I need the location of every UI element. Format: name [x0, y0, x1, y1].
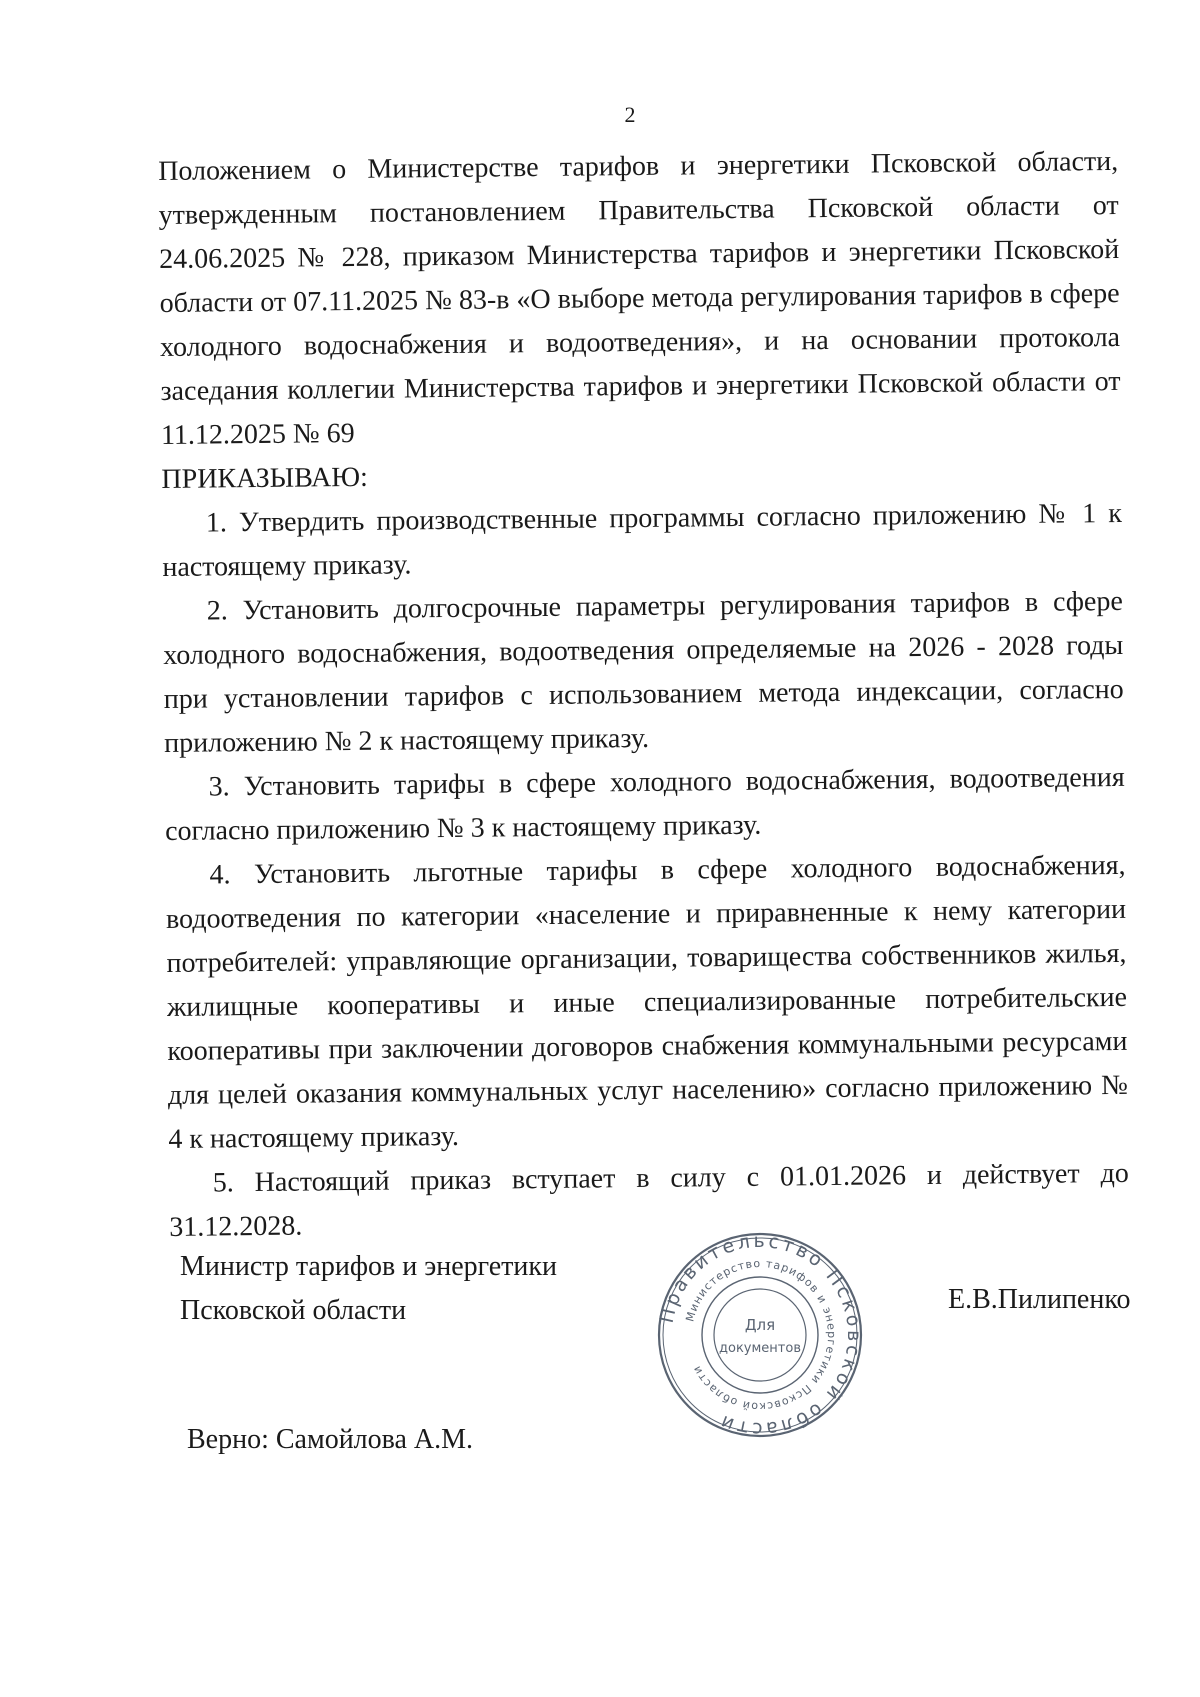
signatory-name: Е.В.Пилипенко: [948, 1284, 1131, 1315]
page-number: 2: [624, 102, 636, 127]
order-item-1: 1. Утвердить производственные программы согласно приложению № 1 к настоящему приказу.: [162, 497, 1123, 583]
order-item-2: 2. Установить долгосрочные параметры регулирования тарифов в сфере холодного водоснабжения, водоотведения определяемые на 2026 - 2028 годы при установлении тарифов с использованием метода индексации, согласно приложению № 2 к настоящему приказу.: [163, 585, 1124, 759]
signatory-position-line-2: Псковской области: [180, 1295, 407, 1326]
intro-paragraph: Положением о Министерстве тарифов и энергетики Псковской области, утвержденным постановлением Правительства Псковской области от 24.06.2025 № 228, приказом Министерства тарифов и энергетики Псковской области от 07.11.2025 № 83-в «О выборе метода регулирования тарифов в сфере холодного водоснабжения и водоотведения», и на основании протокола заседания коллегии Министерства тарифов и энергетики Псковской области от 11.12.2025 № 69: [158, 145, 1121, 451]
order-item-3: 3. Установить тарифы в сфере холодного водоснабжения, водоотведения согласно приложению № 3 к настоящему приказу.: [164, 761, 1125, 847]
order-word: ПРИКАЗЫВАЮ:: [161, 461, 368, 495]
svg-text:Министерство тарифов и энергет: [683, 1257, 838, 1413]
stamp-center-line-2: документов: [719, 1341, 801, 1356]
stamp-inner-text: Министерство тарифов и энергетики Псковской области: [683, 1256, 839, 1414]
signatory-position-line-1: Министр тарифов и энергетики: [180, 1251, 557, 1282]
document-body: [158, 140, 1129, 1250]
stamp-seal-icon: [655, 1230, 865, 1440]
signatory-position: [180, 1245, 557, 1333]
order-item-4: 4. Установить льготные тарифы в сфере холодного водоснабжения, водоотведения по категории «население и приравненные к нему категории потребителей: управляющие организации, товарищества собственников жилья, жилищные кооперативы и иные специализированные потребительские кооперативы при заключении договоров снабжения коммунальными ресурсами для целей оказания коммунальных услуг населению» согласно приложению № 4 к настоящему приказу.: [165, 849, 1129, 1155]
certified-by: Верно: Самойлова А.М.: [187, 1424, 474, 1455]
official-stamp: [655, 1230, 865, 1440]
order-item-5: 5. Настоящий приказ вступает в силу с 01.01.2026 и действует до 31.12.2028.: [169, 1157, 1129, 1243]
stamp-center-line-1: Для: [744, 1316, 776, 1334]
stamp-outer-text: Правительство Псковской области: [655, 1230, 865, 1440]
